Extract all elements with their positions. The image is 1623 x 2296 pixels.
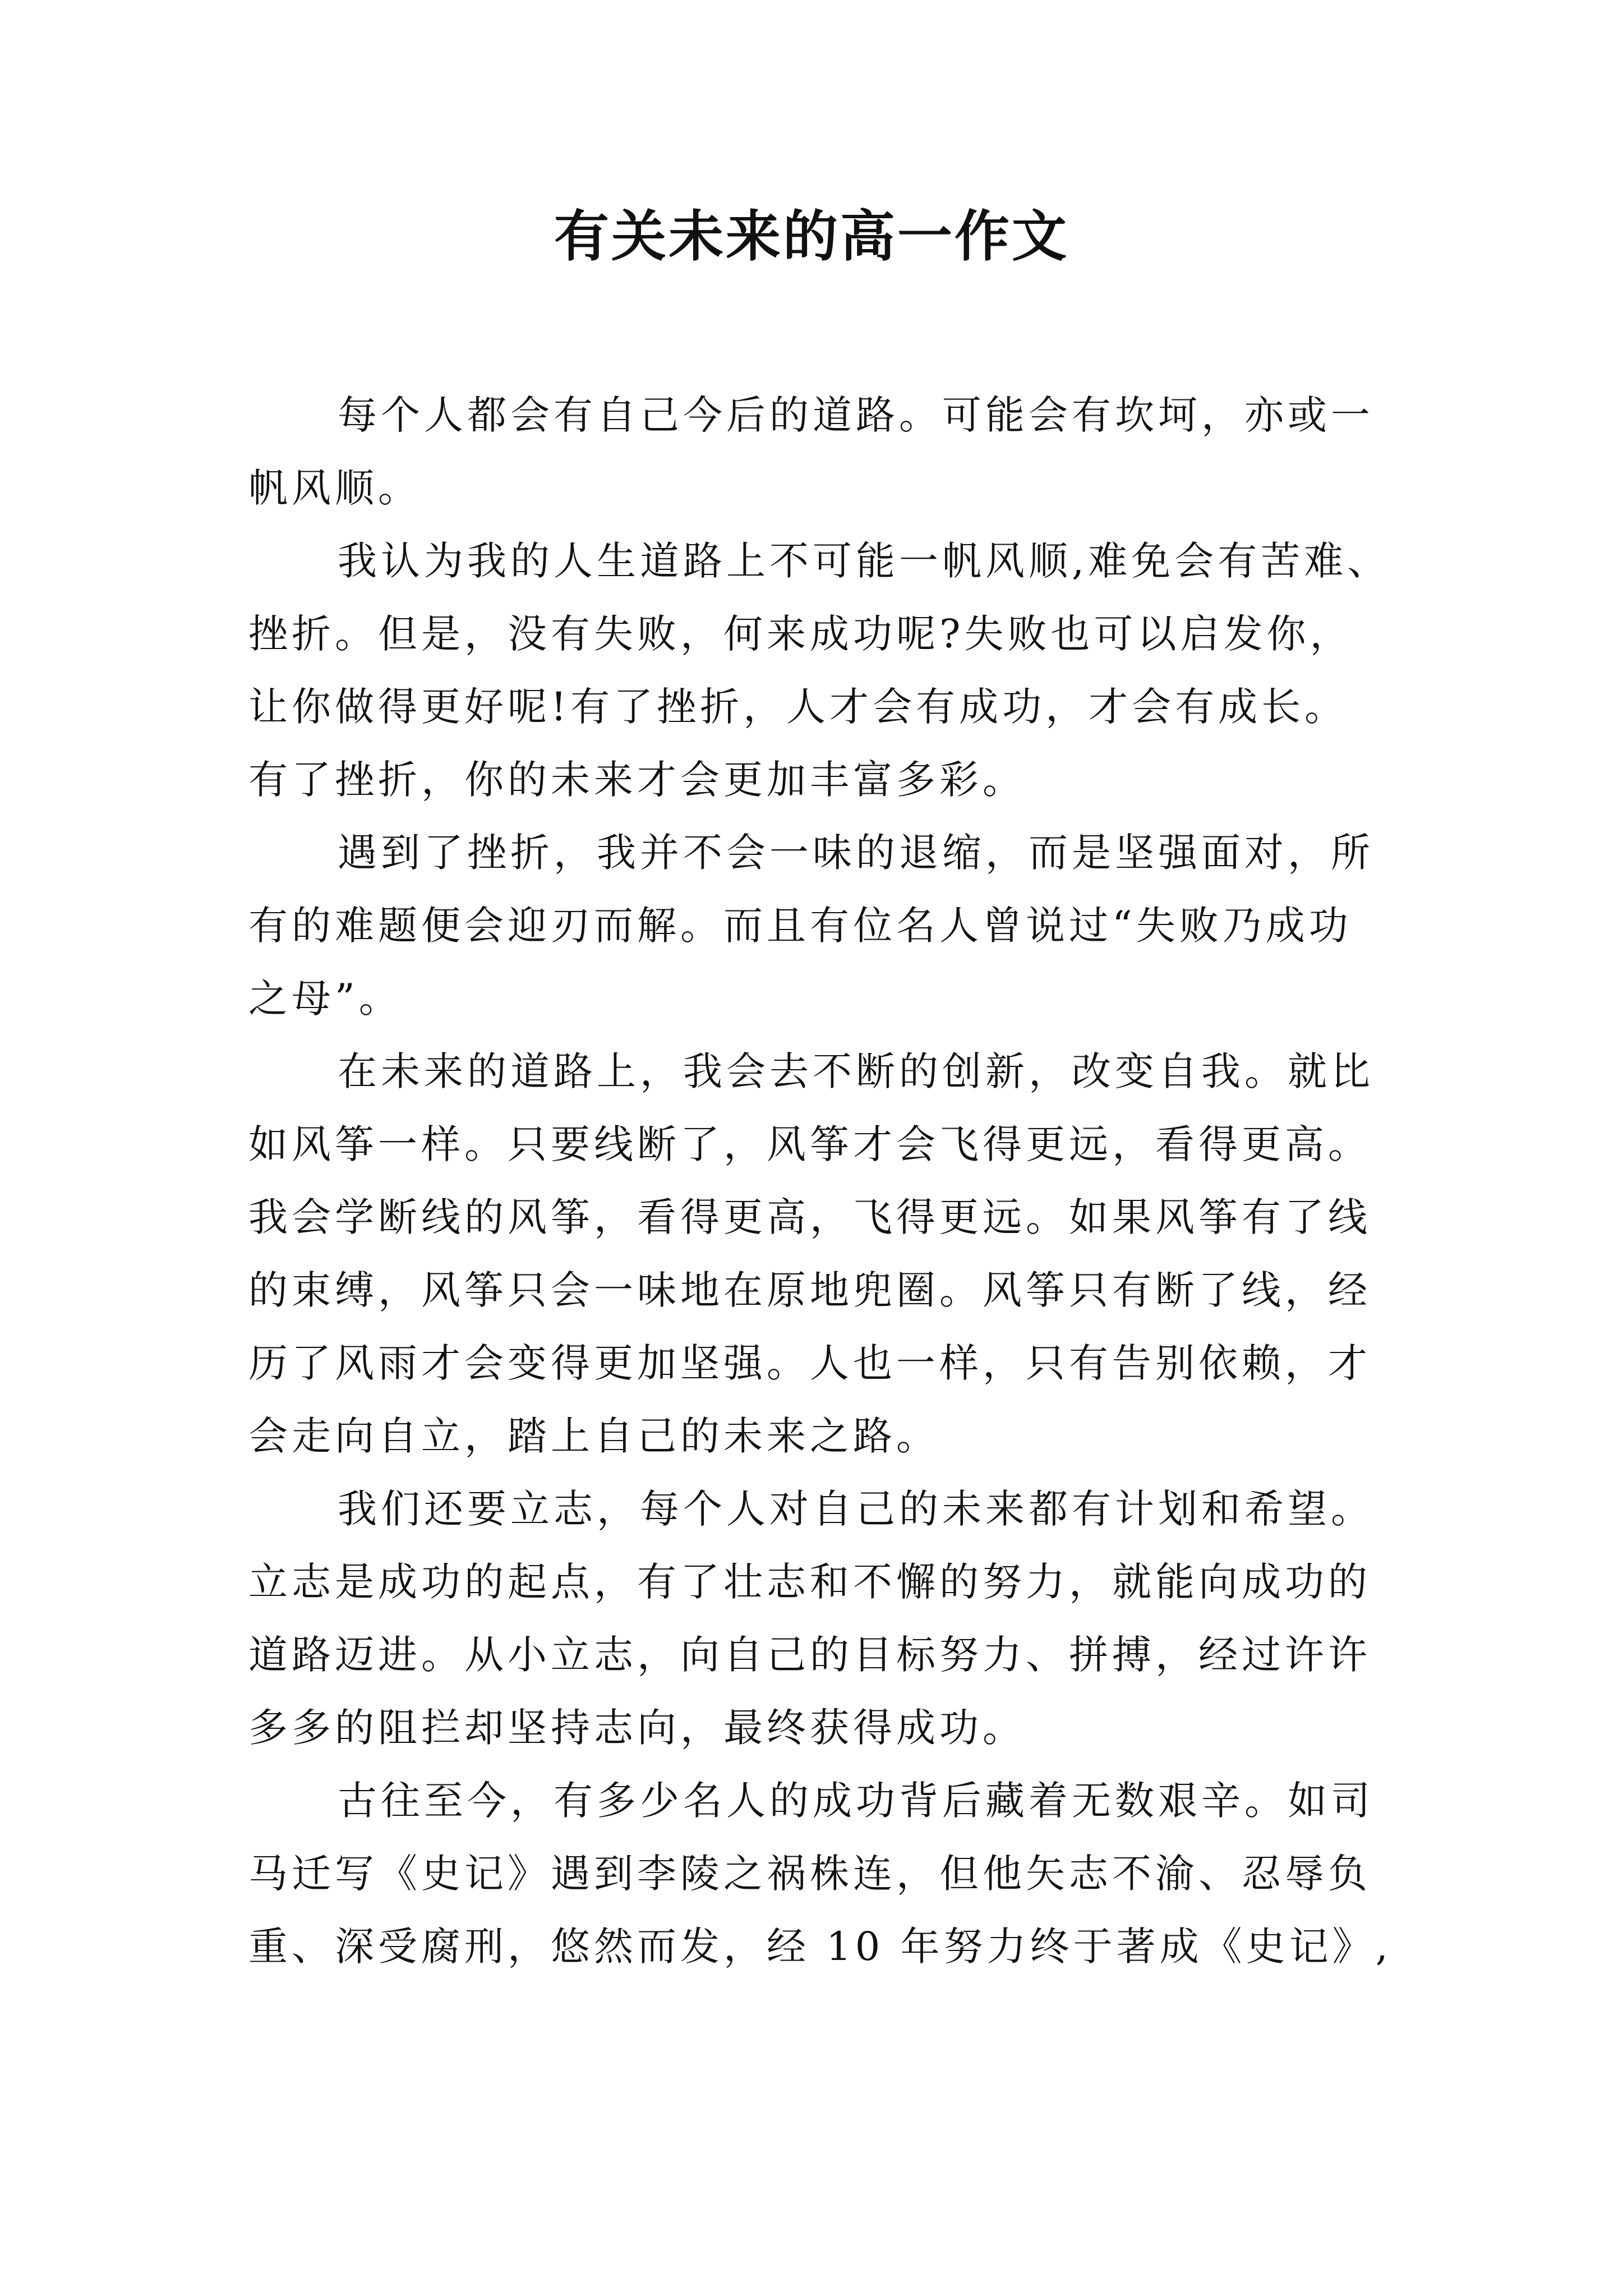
paragraph-6-line-2: 马迁写《史记》遇到李陵之祸株连，但他矢志不渝、忍辱负: [248, 1851, 1371, 1897]
paragraph-4-line-5: 历了风雨才会变得更加坚强。人也一样，只有告别依赖，才: [248, 1340, 1371, 1386]
paragraph-4-line-3: 我会学断线的风筝，看得更高，飞得更远。如果风筝有了线: [248, 1194, 1371, 1240]
paragraph-2-line-4: 有了挫折，你的未来才会更加丰富多彩。: [248, 757, 1026, 803]
paragraph-4-line-2: 如风筝一样。只要线断了，风筝才会飞得更远，看得更高。: [248, 1121, 1371, 1167]
paragraph-2-line-2: 挫折。但是，没有失败，何来成功呢?失败也可以启发你，: [248, 611, 1353, 657]
paragraph-6-line-1: 古往至今，有多少名人的成功背后藏着无数艰辛。如司: [338, 1778, 1374, 1824]
paragraph-4-line-6: 会走向自立，踏上自己的未来之路。: [248, 1413, 939, 1459]
paragraph-2-line-1: 我认为我的人生道路上不可能一帆风顺,难免会有苦难、: [338, 538, 1391, 584]
document-title: 有关未来的高一作文: [554, 204, 1069, 269]
paragraph-6-line-3: 重、深受腐刑，悠然而发，经 10 年努力终于著成《史记》,: [248, 1924, 1392, 1970]
paragraph-5-line-3: 道路迈进。从小立志，向自己的目标努力、拼搏，经过许许: [248, 1632, 1371, 1678]
paragraph-3-line-2: 有的难题便会迎刃而解。而且有位名人曾说过“失败乃成功: [248, 903, 1352, 949]
paragraph-5-line-2: 立志是成功的起点，有了壮志和不懈的努力，就能向成功的: [248, 1559, 1371, 1605]
paragraph-5-line-4: 多多的阻拦却坚持志向，最终获得成功。: [248, 1705, 1026, 1751]
paragraph-1-line-2: 帆风顺。: [248, 465, 421, 511]
paragraph-4-line-1: 在未来的道路上，我会去不断的创新，改变自我。就比: [338, 1048, 1374, 1094]
paragraph-2-line-3: 让你做得更好呢!有了挫折，人才会有成功，才会有成长。: [248, 684, 1348, 730]
paragraph-4-line-4: 的束缚，风筝只会一味地在原地兜圈。风筝只有断了线，经: [248, 1267, 1371, 1313]
paragraph-3-line-3: 之母”。: [248, 976, 402, 1022]
paragraph-1-line-1: 每个人都会有自己今后的道路。可能会有坎坷，亦或一: [338, 392, 1374, 438]
paragraph-3-line-1: 遇到了挫折，我并不会一味的退缩，而是坚强面对，所: [338, 830, 1374, 876]
paragraph-5-line-1: 我们还要立志，每个人对自己的未来都有计划和希望。: [338, 1486, 1374, 1532]
